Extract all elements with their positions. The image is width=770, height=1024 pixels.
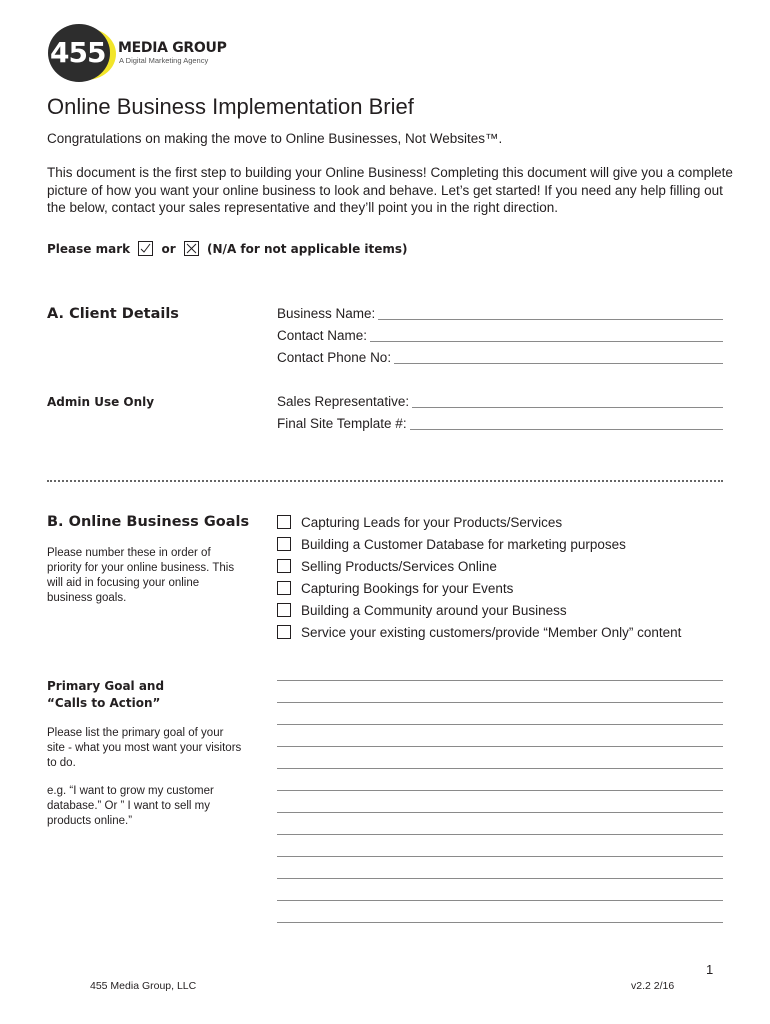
writing-line[interactable] [277, 768, 723, 769]
writing-line[interactable] [277, 856, 723, 857]
writing-line[interactable] [277, 878, 723, 879]
section-a-heading [47, 306, 179, 322]
site-template-field[interactable] [277, 413, 723, 433]
goal-label: Selling Products/Services Online [301, 558, 497, 574]
primary-goal-title-line2: “Calls to Action” [47, 696, 161, 710]
goal-checkbox[interactable] [277, 625, 291, 639]
mark-prefix: Please mark [47, 242, 131, 256]
goal-label: Service your existing customers/provide “Member Only” content [301, 624, 682, 640]
writing-line[interactable] [277, 790, 723, 791]
mark-instructions [47, 241, 408, 256]
goal-item[interactable] [277, 535, 626, 553]
writing-line[interactable] [277, 922, 723, 923]
writing-line[interactable] [277, 680, 723, 681]
section-b-title: Online Business Goals [68, 514, 250, 530]
contact-phone-field[interactable] [277, 347, 723, 367]
logo-name: MEDIA GROUP [118, 40, 227, 56]
goal-label: Building a Customer Database for marketing purposes [301, 536, 626, 552]
primary-goal-heading [47, 678, 164, 712]
primary-goal-note: Please list the primary goal of your site - what you most want your visitors to do. [47, 727, 242, 769]
section-divider [47, 480, 723, 482]
goals-note: Please number these in order of priority for your online business. This will aid in focusing your online business goals. [47, 547, 235, 604]
business-name-label: Business Name: [277, 306, 376, 321]
goal-label: Capturing Bookings for your Events [301, 580, 514, 596]
sales-rep-label: Sales Representative: [277, 394, 410, 409]
goal-checkbox[interactable] [277, 537, 291, 551]
check-mark-icon [138, 241, 153, 256]
contact-phone-label: Contact Phone No: [277, 350, 392, 365]
intro-paragraph: This document is the first step to building your Online Business! Completing this document will give you a complete picture of how you want your online business to look and behave. Let’s get started! If you need any help filling out the below, contact your sales representative and they’ll point you in the right direction. [47, 165, 733, 215]
goal-checkbox[interactable] [277, 515, 291, 529]
writing-line[interactable] [277, 702, 723, 703]
contact-name-label: Contact Name: [277, 328, 368, 343]
goal-item[interactable] [277, 623, 681, 641]
writing-line[interactable] [277, 746, 723, 747]
writing-line[interactable] [277, 724, 723, 725]
goal-checkbox[interactable] [277, 603, 291, 617]
section-a-letter: A. [47, 306, 64, 322]
section-b-letter: B. [47, 514, 64, 530]
goal-checkbox[interactable] [277, 559, 291, 573]
goal-item[interactable] [277, 557, 497, 575]
contact-name-field[interactable] [277, 325, 723, 345]
sales-rep-field[interactable] [277, 391, 723, 411]
goal-item[interactable] [277, 513, 562, 531]
footer-company: 455 Media Group, LLC [90, 980, 197, 992]
business-name-field[interactable] [277, 303, 723, 323]
goal-label: Capturing Leads for your Products/Services [301, 514, 563, 530]
page-title: Online Business Implementation Brief [47, 94, 414, 119]
writing-line[interactable] [277, 812, 723, 813]
logo-number: 455 [50, 36, 106, 69]
primary-goal-example: e.g. “I want to grow my customer database.” Or ” I want to sell my products online.” [47, 785, 214, 827]
goal-item[interactable] [277, 601, 567, 619]
intro-line: Congratulations on making the move to Online Businesses, Not Websites™. [47, 131, 503, 146]
site-template-label: Final Site Template #: [277, 416, 407, 431]
writing-line[interactable] [277, 900, 723, 901]
footer-version: v2.2 2/16 [631, 980, 675, 992]
logo-tagline: A Digital Marketing Agency [119, 56, 209, 65]
goal-label: Building a Community around your Business [301, 602, 567, 618]
admin-use-heading: Admin Use Only [47, 395, 155, 409]
section-b-heading [47, 514, 249, 530]
mark-or: or [161, 242, 176, 256]
primary-goal-title-line1: Primary Goal and [47, 679, 165, 693]
goal-checkbox[interactable] [277, 581, 291, 595]
writing-line[interactable] [277, 834, 723, 835]
cross-mark-icon [184, 241, 199, 256]
section-a-title: Client Details [69, 306, 179, 322]
page-number: 1 [706, 962, 714, 977]
mark-suffix: (N/A for not applicable items) [207, 242, 408, 256]
goal-item[interactable] [277, 579, 513, 597]
